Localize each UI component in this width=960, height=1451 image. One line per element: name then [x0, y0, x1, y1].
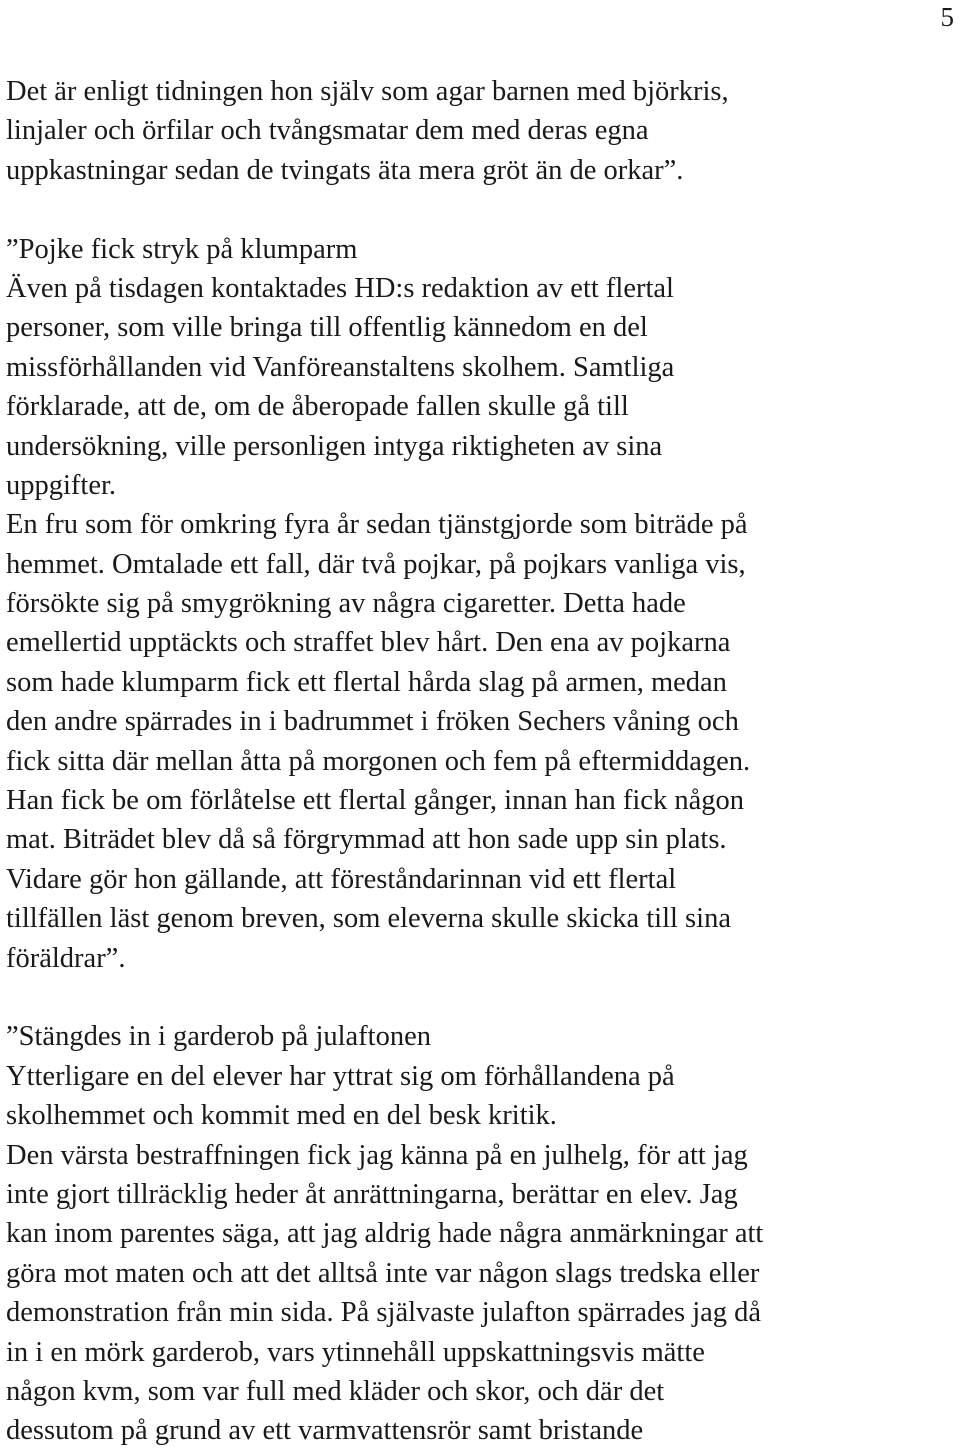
text-line: Den värsta bestraffningen fick jag känna på en julhelg, för att jag: [6, 1139, 748, 1171]
text-line: skolhemmet och kommit med en del besk kritik.: [6, 1100, 557, 1132]
text-line: undersökning, ville personligen intyga riktigheten av sina: [6, 430, 663, 462]
text-line: hemmet. Omtalade ett fall, där två pojkar, på pojkars vanliga vis,: [6, 548, 746, 580]
text-line: missförhållanden vid Vanföreanstaltens skolhem. Samtliga: [6, 351, 675, 383]
text-line: den andre spärrades in i badrummet i fröken Sechers våning och: [6, 706, 739, 738]
text-line: försökte sig på smygrökning av några cigaretter. Detta hade: [6, 588, 686, 620]
text-line: in i en mörk garderob, vars ytinnehåll uppskattningsvis mätte: [6, 1336, 705, 1368]
text-line: föräldrar”.: [6, 942, 126, 974]
text-line: demonstration från min sida. På självaste julafton spärrades jag då: [6, 1297, 762, 1329]
text-line: Vidare gör hon gällande, att föreståndarinnan vid ett flertal: [6, 863, 677, 895]
text-line: En fru som för omkring fyra år sedan tjänstgjorde som biträde på: [6, 509, 748, 541]
paragraph-gap: [6, 978, 956, 1017]
text-line: fick sitta där mellan åtta på morgonen och fem på eftermiddagen.: [6, 745, 751, 777]
text-line: göra mot maten och att det alltså inte var någon slags tredska eller: [6, 1257, 760, 1289]
text-line: inte gjort tillräcklig heder åt anrättningarna, berättar en elev. Jag: [6, 1178, 738, 1210]
text-line: uppkastningar sedan de tvingats äta mera gröt än de orkar”.: [6, 154, 684, 186]
text-line: ”Stängdes in i garderob på julaftonen: [6, 1021, 431, 1053]
text-line: Det är enligt tidningen hon själv som agar barnen med björkris,: [6, 76, 729, 107]
text-line: Även på tisdagen kontaktades HD:s redaktion av ett flertal: [6, 272, 674, 304]
text-line: tillfällen läst genom breven, som eleverna skulle skicka till sina: [6, 903, 731, 935]
paragraph-gap: [6, 190, 956, 229]
text-line: dessutom på grund av ett varmvattensrör samt bristande: [6, 1415, 644, 1447]
text-line: personer, som ville bringa till offentlig kännedom en del: [6, 312, 648, 344]
text-line: Han fick be om förlåtelse ett flertal gånger, innan han fick någon: [6, 785, 744, 817]
page-number: 5: [940, 2, 954, 32]
text-line: Ytterligare en del elever har yttrat sig om förhållandena på: [6, 1060, 675, 1092]
text-line: någon kvm, som var full med kläder och skor, och där det: [6, 1375, 665, 1407]
text-line: linjaler och örfilar och tvångsmatar dem med deras egna: [6, 115, 649, 147]
text-line: mat. Biträdet blev då så förgrymmad att hon sade upp sin plats.: [6, 824, 727, 856]
text-line: kan inom parentes säga, att jag aldrig hade några anmärkningar att: [6, 1218, 764, 1250]
text-line: förklarade, att de, om de åberopade fallen skulle gå till: [6, 391, 629, 423]
text-line: emellertid upptäckts och straffet blev hårt. Den ena av pojkarna: [6, 627, 731, 659]
text-line: ”Pojke fick stryk på klumparm: [6, 233, 358, 265]
document-body: [6, 72, 956, 1451]
text-line: uppgifter.: [6, 469, 117, 501]
text-line: som hade klumparm fick ett flertal hårda slag på armen, medan: [6, 666, 727, 698]
